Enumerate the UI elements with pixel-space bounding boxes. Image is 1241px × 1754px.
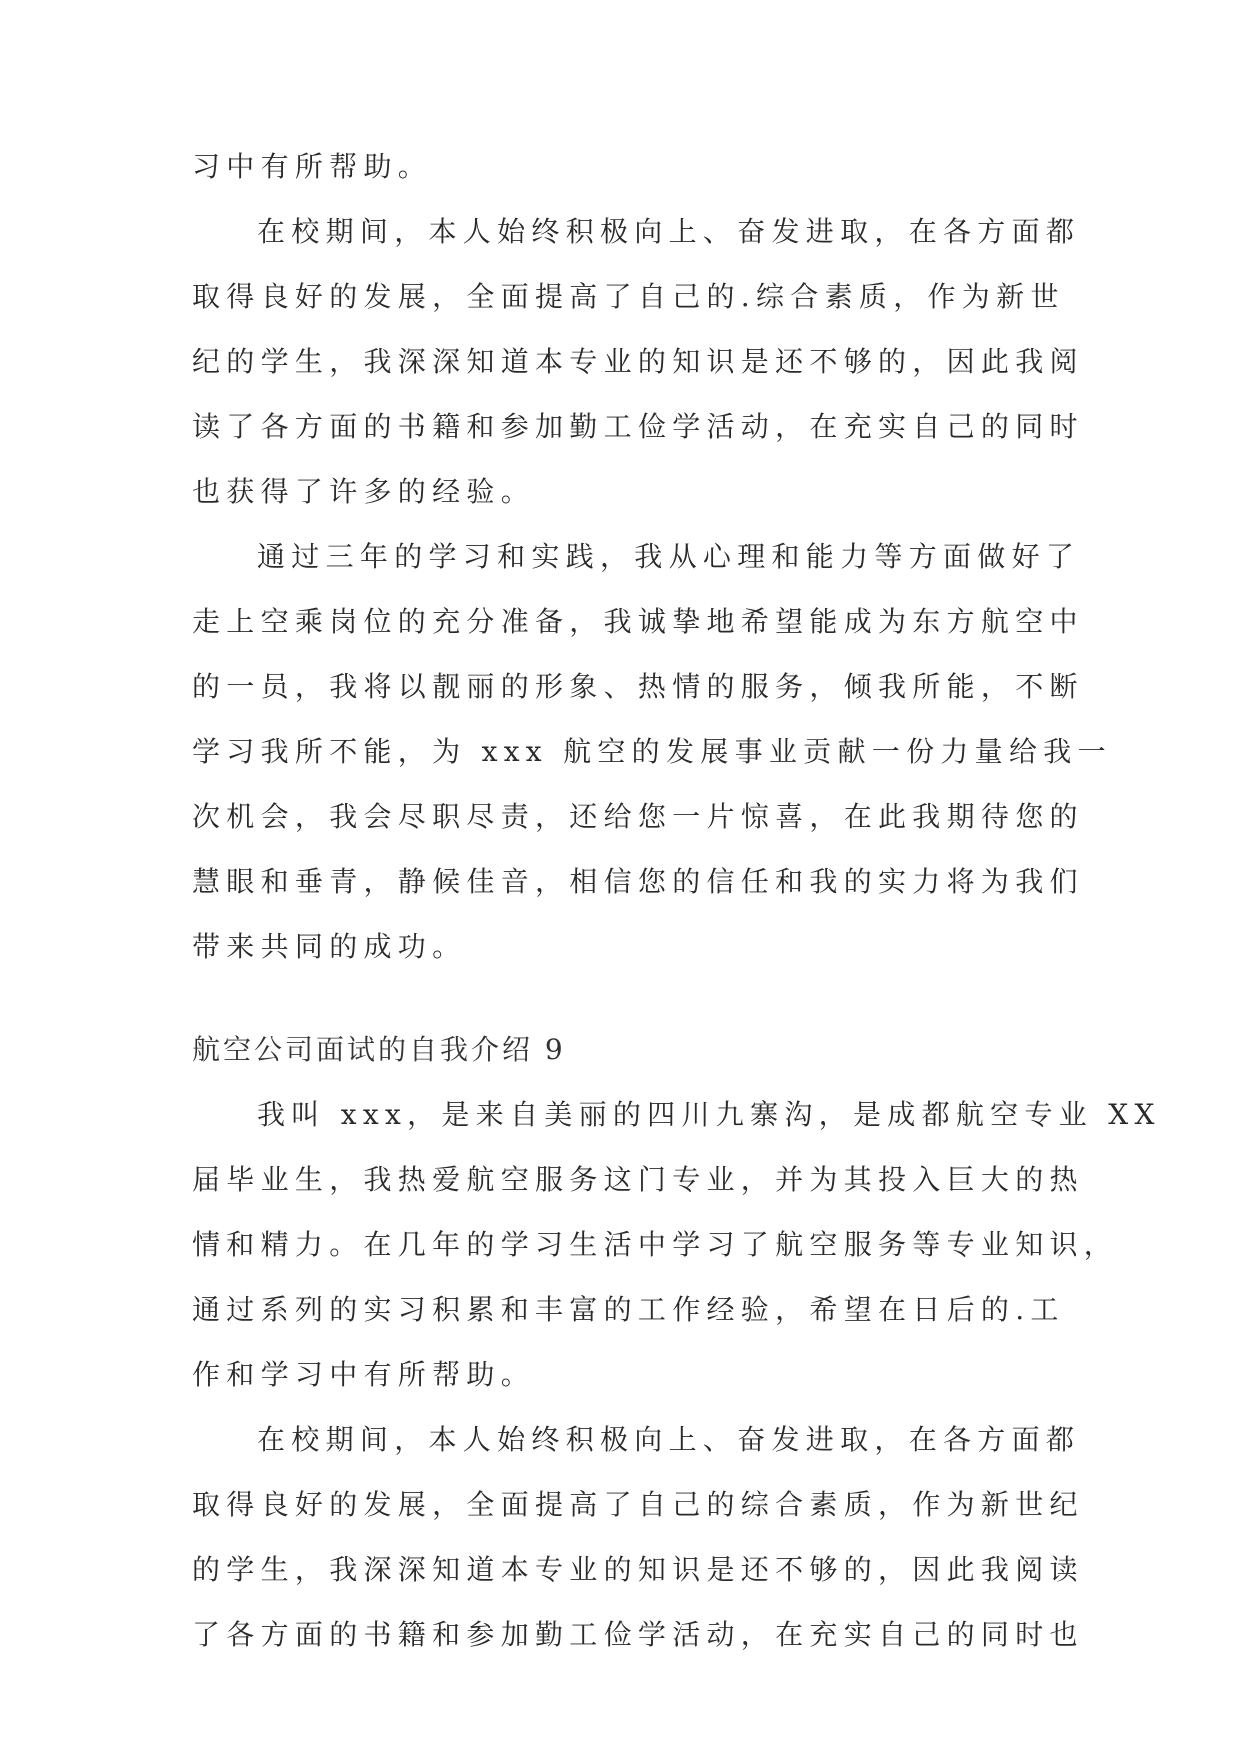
paragraph-line: 届毕业生，我热爱航空服务这门专业，并为其投入巨大的热: [192, 1163, 1084, 1196]
paragraph-line: 了各方面的书籍和参加勤工俭学活动，在充实自己的同时也: [192, 1618, 1084, 1651]
paragraph-line: 也获得了许多的经验。: [192, 475, 536, 508]
paragraph-line: 作和学习中有所帮助。: [192, 1358, 536, 1391]
section-heading: 航空公司面试的自我介绍 9: [192, 1033, 566, 1066]
paragraph-line: 通过系列的实习积累和丰富的工作经验，希望在日后的.工: [192, 1293, 1065, 1326]
paragraph-line: 取得良好的发展，全面提高了自己的综合素质，作为新世纪: [192, 1488, 1084, 1521]
paragraph-line: 通过三年的学习和实践，我从心理和能力等方面做好了: [257, 540, 1081, 573]
paragraph-line: 慧眼和垂青，静候佳音，相信您的信任和我的实力将为我们: [192, 865, 1084, 898]
paragraph-line: 在校期间，本人始终积极向上、奋发进取，在各方面都: [257, 1423, 1081, 1456]
paragraph-line: 纪的学生，我深深知道本专业的知识是还不够的，因此我阅: [192, 345, 1084, 378]
paragraph-line: 习中有所帮助。: [192, 150, 433, 183]
paragraph-line: 学习我所不能，为 xxx 航空的发展事业贡献一份力量给我一: [192, 735, 1112, 768]
paragraph-line: 在校期间，本人始终积极向上、奋发进取，在各方面都: [257, 215, 1081, 248]
paragraph-line: 情和精力。在几年的学习生活中学习了航空服务等专业知识，: [192, 1228, 1119, 1261]
paragraph-line: 读了各方面的书籍和参加勤工俭学活动，在充实自己的同时: [192, 410, 1084, 443]
paragraph-line: 我叫 xxx，是来自美丽的四川九寨沟，是成都航空专业 XX: [257, 1098, 1161, 1131]
paragraph-line: 的一员，我将以靓丽的形象、热情的服务，倾我所能，不断: [192, 670, 1084, 703]
paragraph-line: 带来共同的成功。: [192, 930, 467, 963]
paragraph-line: 的学生，我深深知道本专业的知识是还不够的，因此我阅读: [192, 1553, 1084, 1586]
paragraph-line: 取得良好的发展，全面提高了自己的.综合素质，作为新世: [192, 280, 1065, 313]
paragraph-line: 走上空乘岗位的充分准备，我诚挚地希望能成为东方航空中: [192, 605, 1084, 638]
paragraph-line: 次机会，我会尽职尽责，还给您一片惊喜，在此我期待您的: [192, 800, 1084, 833]
